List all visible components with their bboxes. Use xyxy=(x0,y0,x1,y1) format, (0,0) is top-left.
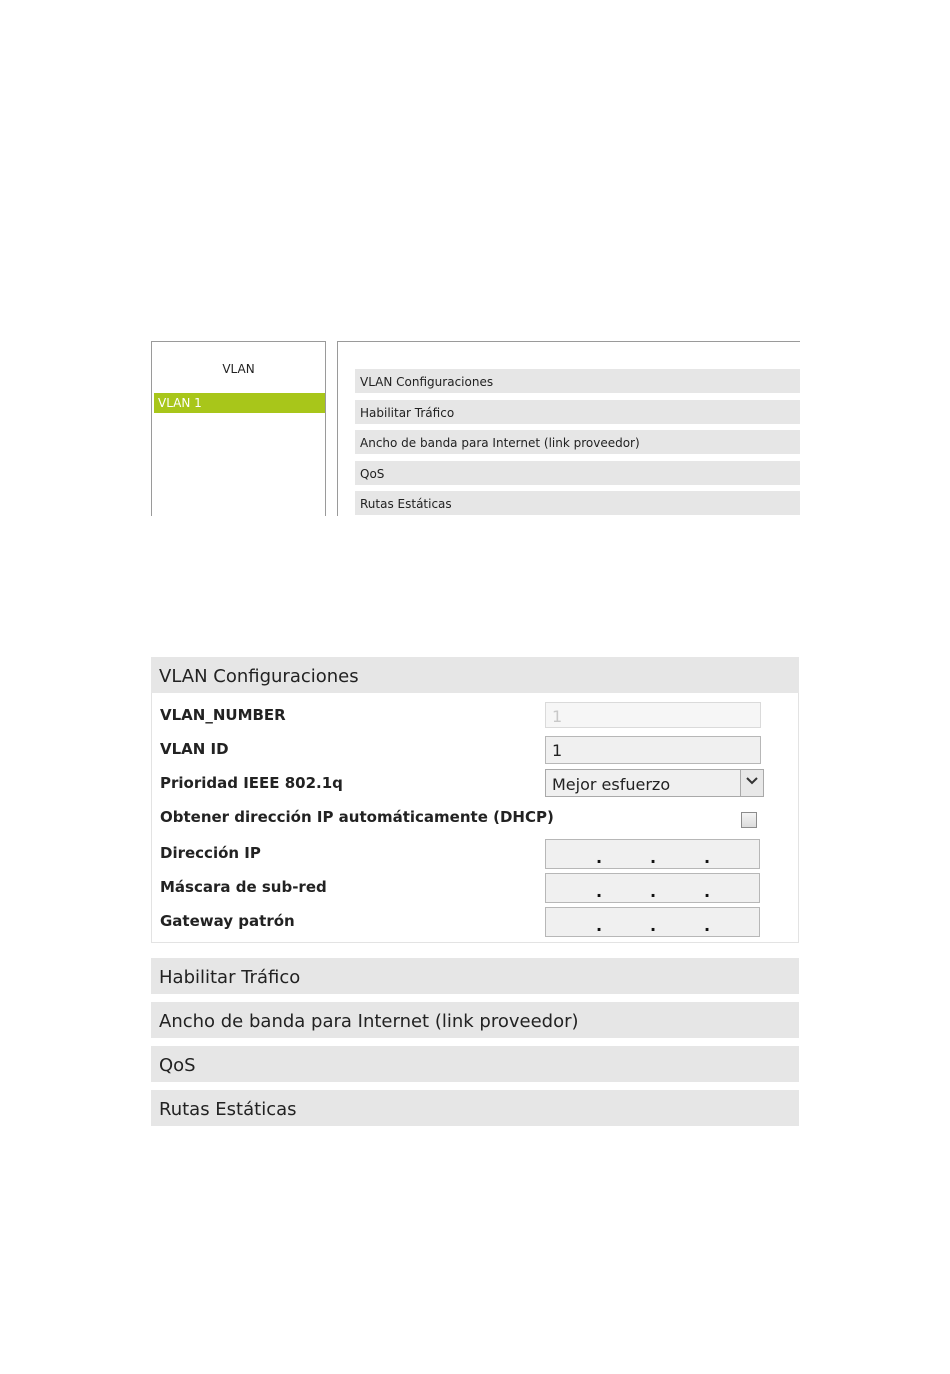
ip-address-label: Dirección IP xyxy=(160,844,261,862)
ip-dot: . xyxy=(704,848,711,867)
gateway-input[interactable] xyxy=(545,907,760,937)
section-bar-vlan-configuraciones[interactable]: VLAN Configuraciones xyxy=(355,369,800,393)
habilitar-trafico-header[interactable]: Habilitar Tráfico xyxy=(151,958,799,994)
ip-dot: . xyxy=(650,848,657,867)
priority-select[interactable] xyxy=(545,769,764,797)
section-bar-rutas-estaticas[interactable]: Rutas Estáticas xyxy=(355,491,800,515)
section-bar-qos[interactable]: QoS xyxy=(355,461,800,485)
vlan-configuraciones-header[interactable]: VLAN Configuraciones xyxy=(151,657,799,693)
vlan-number-input: 1 xyxy=(545,702,761,728)
chevron-down-icon[interactable] xyxy=(740,770,763,796)
dhcp-label: Obtener dirección IP automáticamente (DHCP) xyxy=(160,808,554,826)
vlan-number-label: VLAN_NUMBER xyxy=(160,706,286,724)
ip-dot: . xyxy=(596,848,603,867)
dhcp-checkbox[interactable] xyxy=(741,812,757,828)
sidebar-item-vlan-1[interactable]: VLAN 1 xyxy=(154,393,325,413)
priority-label: Prioridad IEEE 802.1q xyxy=(160,774,343,792)
subnet-mask-input[interactable] xyxy=(545,873,760,903)
priority-select-value: Mejor esfuerzo xyxy=(552,775,671,794)
gateway-label: Gateway patrón xyxy=(160,912,295,930)
vlan-id-input[interactable]: 1 xyxy=(545,736,761,764)
section-bar-ancho-de-banda[interactable]: Ancho de banda para Internet (link proveedor) xyxy=(355,430,800,454)
ip-dot: . xyxy=(596,882,603,901)
vlan-sidebar xyxy=(151,341,326,516)
ip-dot: . xyxy=(650,882,657,901)
ip-dot: . xyxy=(704,882,711,901)
rutas-estaticas-header[interactable]: Rutas Estáticas xyxy=(151,1090,799,1126)
vlan-config-form xyxy=(151,693,799,943)
ip-address-input[interactable] xyxy=(545,839,760,869)
vlan-sidebar-title: VLAN xyxy=(222,362,255,376)
ip-dot: . xyxy=(596,916,603,935)
vlan-sections-panel xyxy=(337,341,800,516)
ancho-de-banda-header[interactable]: Ancho de banda para Internet (link proveedor) xyxy=(151,1002,799,1038)
ip-dot: . xyxy=(704,916,711,935)
qos-header[interactable]: QoS xyxy=(151,1046,799,1082)
ip-dot: . xyxy=(650,916,657,935)
section-bar-habilitar-trafico[interactable]: Habilitar Tráfico xyxy=(355,400,800,424)
vlan-id-label: VLAN ID xyxy=(160,740,229,758)
subnet-mask-label: Máscara de sub-red xyxy=(160,878,327,896)
